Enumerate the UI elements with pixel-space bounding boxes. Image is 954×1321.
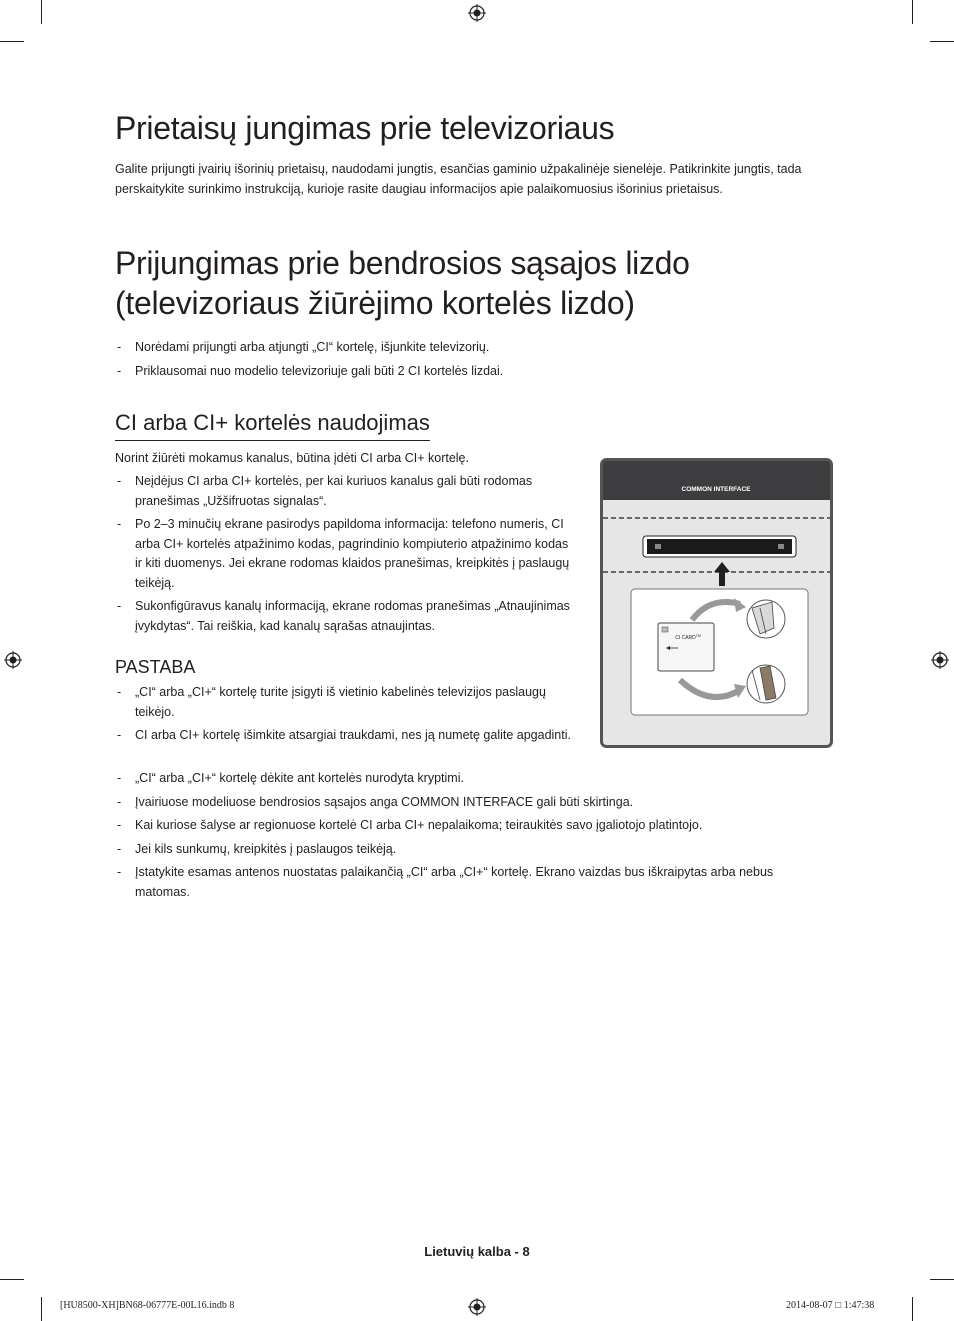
registration-mark-icon <box>931 651 949 669</box>
crop-mark <box>912 0 913 24</box>
list-item: - Sukonfigūravus kanalų informaciją, ekrane rodomas pranešimas „Atnaujinimas įvykdytas“. Tai reiškia, kad kanalų sąrašas atnaujintas. <box>115 597 575 636</box>
subsection-bullet-list <box>115 472 575 640</box>
subsection-title: CI arba CI+ kortelės naudojimas <box>115 410 430 441</box>
ci-card-superscript: TM <box>695 634 701 638</box>
crop-mark <box>930 1279 954 1280</box>
file-slug: [HU8500-XH]BN68-06777E-00L16.indb 8 <box>60 1300 235 1311</box>
registration-mark-icon <box>468 4 486 22</box>
section-title-line2: (televizoriaus žiūrėjimo kortelės lizdo) <box>115 285 635 321</box>
list-item: - Jei kils sunkumų, kreipkitės į paslaugos teikėją. <box>115 840 825 860</box>
crop-mark <box>930 41 954 42</box>
list-item: - Įstatykite esamas antenos nuostatas palaikančią „CI“ arba „CI+“ kortelę. Ekrano vaizdas bus iškraipytas arba nebus matomas. <box>115 863 825 902</box>
note-bullet-list-wide <box>115 769 825 906</box>
ci-card-diagram <box>600 458 833 748</box>
crop-mark <box>0 41 24 42</box>
page-number-label: Lietuvių kalba - 8 <box>424 1244 530 1259</box>
subsection-heading <box>115 410 430 441</box>
crop-mark <box>41 1297 42 1321</box>
section-heading <box>115 243 690 323</box>
page-title: Prietaisų jungimas prie televizoriaus <box>115 110 615 146</box>
list-item: - Norėdami prijungti arba atjungti „CI“ kortelę, išjunkite televizorių. <box>115 338 815 358</box>
section-title-line1: Prijungimas prie bendrosios sąsajos lizdo <box>115 245 690 281</box>
common-interface-label: COMMON INTERFACE <box>681 486 751 493</box>
registration-mark-icon <box>4 651 22 669</box>
ci-card-label: CI CARD <box>675 635 696 641</box>
list-item: - „CI“ arba „CI+“ kortelę turite įsigyti iš vietinio kabelinės televizijos paslaugų teikėjo. <box>115 683 575 722</box>
list-item: - Įvairiuose modeliuose bendrosios sąsajos anga COMMON INTERFACE gali būti skirtinga. <box>115 793 825 813</box>
ci-card-illustration <box>600 458 833 748</box>
section-bullet-list <box>115 338 815 385</box>
list-item: - Priklausomai nuo modelio televizoriuje gali būti 2 CI kortelės lizdai. <box>115 362 815 382</box>
crop-mark <box>41 0 42 24</box>
subsection-lead: Norint žiūrėti mokamus kanalus, būtina įdėti CI arba CI+ kortelę. <box>115 451 469 465</box>
ci-card-icon <box>658 623 714 671</box>
registration-mark-icon <box>468 1298 486 1316</box>
intro-paragraph: Galite prijungti įvairių išorinių prietaisų, naudodami jungtis, esančias gaminio užpakalinėje sienelėje. Patikrinkite jungtis, tada perskaitykite surinkimo instrukciją, kurioje rasite daugiau informacijos apie palaikomuosius išorinius prietaisus. <box>115 162 802 196</box>
list-item: - „CI“ arba „CI+“ kortelę dėkite ant kortelės nurodyta kryptimi. <box>115 769 825 789</box>
note-bullet-list <box>115 683 575 750</box>
list-item: - Po 2–3 minučių ekrane pasirodys papildoma informacija: telefono numeris, CI arba CI+ kortelės atpažinimo kodas, pagrindinio kompiuterio atpažinimo kodas ir kiti duomenys. Jei ekrane rodomas klaidos pranešimas, kreipkitės į paslaugų teikėją. <box>115 515 575 593</box>
list-item: - Neįdėjus CI arba CI+ kortelės, per kai kuriuos kanalus gali būti rodomas pranešimas „Užšifruotas signalas“. <box>115 472 575 511</box>
note-title: PASTABA <box>115 657 196 677</box>
list-item: - CI arba CI+ kortelę išimkite atsargiai traukdami, nes ją numetę galite apgadinti. <box>115 726 575 746</box>
print-datetime: 2014-08-07 □ 1:47:38 <box>786 1300 875 1311</box>
list-item: - Kai kuriose šalyse ar regionuose kortelė CI arba CI+ nepalaikoma; teiraukitės savo įgaliotojo platintojo. <box>115 816 825 836</box>
crop-mark <box>0 1279 24 1280</box>
crop-mark <box>912 1297 913 1321</box>
